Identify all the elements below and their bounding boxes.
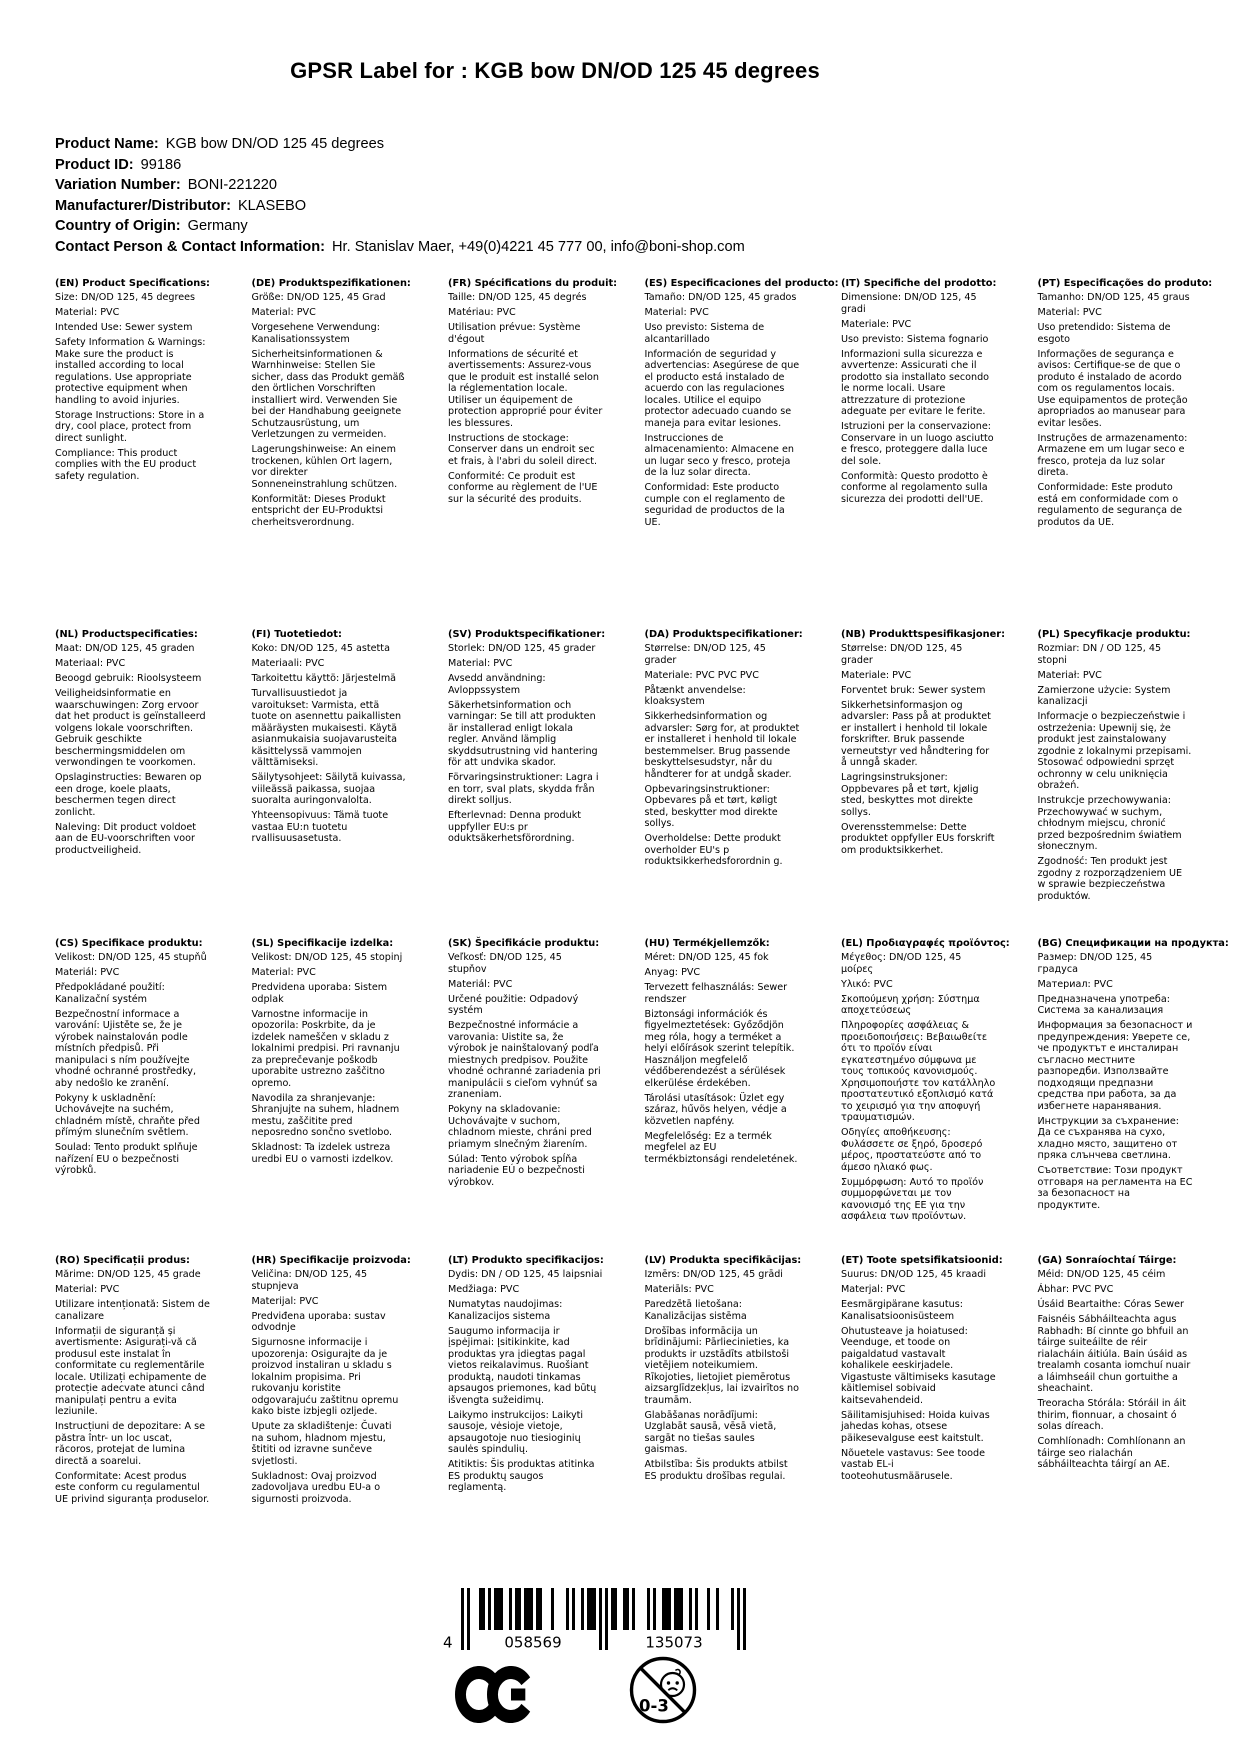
barcode-area bbox=[443, 1588, 763, 1658]
product-info-value: Hr. Stanislav Maer, +49(0)4221 45 777 00, info@boni-shop.com bbox=[332, 238, 745, 255]
spec-paragraph: Predvidena uporaba: Sistem odplak bbox=[251, 982, 388, 1005]
spec-paragraph: Intended Use: Sewer system bbox=[55, 322, 193, 333]
spec-paragraph: Matériau: PVC bbox=[448, 307, 516, 318]
spec-paragraph: Avsedd användning: Avloppssystem bbox=[448, 673, 546, 696]
spec-paragraph: Varnostne informacije in opozorila: Poskrbite, da je izdelek nameščen v skladu z lokalnimi predpisi. Pri ravnanju za preprečevanje poškodb uporabite ustrezno zaščitno opremo. bbox=[251, 1008, 400, 1089]
spec-paragraph: Pokyny k uskladnění: Uchovávejte na suchém, chladném místě, chraňte před přímým slunečním světlem. bbox=[55, 1092, 200, 1138]
spec-paragraph: Materiał: PVC bbox=[1037, 669, 1102, 681]
spec-paragraph: Instrukcje przechowywania: Przechowywać w suchym, chłodnym miejscu, chronić przed bezpośrednim światłem słonecznym. bbox=[1037, 795, 1182, 852]
spec-paragraph: Bezpečnostní informace a varování: Ujistěte se, že je výrobek nainstalován podle místních předpisů. Při manipulaci s ním používejte vhodné ochranné prostředky, aby nedošlo ke zranění. bbox=[55, 1008, 197, 1089]
spec-paragraph: Sikkerhetsinformasjon og advarsler: Pass på at produktet er installert i henhold til lokale forskrifter. Bruk passende verneutstyr ved håndtering for å unngå skader. bbox=[841, 699, 991, 768]
lang-block-en bbox=[55, 278, 251, 486]
spec-paragraph: Ábhar: PVC PVC bbox=[1037, 1284, 1114, 1295]
product-info-row bbox=[55, 237, 745, 258]
lang-block-sl bbox=[252, 938, 448, 1169]
lang-block-header: (FI) Tuotetiedot: bbox=[251, 629, 342, 640]
spec-paragraph: Atitiktis: Šis produktas atitinka ES produktų saugos reglamentą. bbox=[448, 1459, 595, 1493]
spec-paragraph: Tarkoitettu käyttö: Järjestelmä bbox=[251, 673, 397, 684]
barcode-left-digits: 058569 bbox=[504, 1633, 562, 1652]
spec-paragraph: Größe: DN/OD 125, 45 Grad bbox=[251, 292, 386, 303]
spec-paragraph: Conformité: Ce produit est conforme au règlement de l'UE sur la sécurité des produits. bbox=[448, 470, 598, 505]
product-info-value: KGB bow DN/OD 125 45 degrees bbox=[165, 136, 385, 152]
spec-paragraph: Conformitate: Acest produs este conform cu regulamentul UE privind siguranța produselor. bbox=[55, 1470, 210, 1505]
spec-paragraph: Material: PVC bbox=[251, 307, 316, 318]
product-info-row bbox=[55, 175, 745, 196]
svg-text:0-3: 0-3 bbox=[639, 1696, 669, 1716]
spec-paragraph: Påtænkt anvendelse: kloaksystem bbox=[644, 684, 746, 707]
spec-paragraph: Veličina: DN/OD 125, 45 stupnjeva bbox=[251, 1269, 368, 1292]
spec-paragraph: Velikost: DN/OD 125, 45 stopinj bbox=[251, 952, 403, 963]
spec-paragraph: Materiale: PVC PVC PVC bbox=[644, 669, 759, 681]
spec-paragraph: Laikymo instrukcijos: Laikyti sausoje, vėsioje vietoje, apsaugotoje nuo tiesioginių saulės spindulių. bbox=[448, 1409, 584, 1455]
spec-paragraph: Tárolási utasítások: Üzlet egy száraz, hűvös helyen, védje a közvetlen napfény. bbox=[644, 1092, 787, 1127]
language-specs-grid bbox=[55, 278, 1234, 1509]
spec-paragraph: Rozmiar: DN / OD 125, 45 stopni bbox=[1037, 643, 1162, 666]
spec-paragraph: Material: PVC bbox=[55, 1284, 120, 1295]
lang-block-el bbox=[841, 938, 1037, 1226]
spec-paragraph: Material: PVC bbox=[644, 307, 709, 318]
spec-paragraph: Предназначена употреба: Система за канализация bbox=[1037, 993, 1170, 1016]
product-info-value: 99186 bbox=[140, 156, 182, 173]
lang-block-ga bbox=[1038, 1255, 1234, 1474]
spec-paragraph: Numatytas naudojimas: Kanalizacijos sistema bbox=[448, 1299, 563, 1322]
lang-block-header: (NB) Produkttspesifikasjoner: bbox=[841, 629, 1005, 640]
spec-paragraph: Informații de siguranță și avertismente: Asigurați-vă că produsul este instalat în conformitate cu reglementările locale. Utilizați echipamente de protecție adecvate atunci când manipulați pentru a evita leziunile. bbox=[55, 1325, 207, 1417]
lang-block-bg bbox=[1038, 938, 1234, 1215]
barcode-right-digits: 135073 bbox=[645, 1633, 703, 1652]
spec-paragraph: Størrelse: DN/OD 125, 45 grader bbox=[841, 643, 963, 666]
spec-paragraph: Uso previsto: Sistema fognario bbox=[841, 333, 989, 345]
spec-paragraph: Lagerungshinweise: An einem trockenen, kühlen Ort lagern, vor direkter Sonneneinstrahlung schützen. bbox=[251, 444, 398, 490]
spec-paragraph: Tamanho: DN/OD 125, 45 graus bbox=[1037, 292, 1190, 303]
spec-paragraph: Turvallisuustiedot ja varoitukset: Varmista, että tuote on asennettu paikallisten määräysten mukaisesti. Käytä asianmukaisia suojavarusteita käsittelyssä vammojen välttämiseksi. bbox=[251, 688, 402, 768]
spec-paragraph: Material: PVC bbox=[448, 658, 513, 669]
spec-paragraph: Maat: DN/OD 125, 45 graden bbox=[55, 643, 195, 654]
spec-paragraph: Utilizare intenționată: Sistem de canalizare bbox=[55, 1299, 210, 1322]
lang-block-sv bbox=[448, 629, 644, 848]
spec-paragraph: Uso pretendido: Sistema de esgoto bbox=[1037, 322, 1171, 345]
spec-paragraph: Συμμόρφωση: Αυτό το προϊόν συμμορφώνεται με τον κανονισμό της ΕΕ για την ασφάλεια των προϊόντων. bbox=[841, 1176, 984, 1222]
spec-paragraph: Materjal: PVC bbox=[841, 1284, 906, 1295]
lang-block-hu bbox=[645, 938, 841, 1169]
ean13-barcode bbox=[443, 1588, 763, 1658]
lang-block-da bbox=[645, 629, 841, 871]
spec-paragraph: Anyag: PVC bbox=[644, 967, 701, 978]
spec-paragraph: Konformität: Dieses Produkt entspricht der EU-Produktsi cherheitsverordnung. bbox=[251, 493, 386, 528]
spec-paragraph: Sikkerhedsinformation og advarsler: Sørg for, at produktet er installeret i henhold til lokale bestemmelser. Brug passende beskyttelsesudstyr, når du håndterer for at undgå skader. bbox=[644, 711, 800, 780]
spec-paragraph: Treoracha Stórála: Stóráil in áit thirim, fionnuar, a chosaint ó solas díreach. bbox=[1037, 1398, 1186, 1432]
spec-paragraph: Sukladnost: Ovaj proizvod zadovoljava uredbu EU-a o sigurnosti proizvoda. bbox=[251, 1470, 381, 1505]
page-title: GPSR Label for : KGB bow DN/OD 125 45 degrees bbox=[290, 58, 820, 83]
lang-block-header: (LT) Produkto specifikacijos: bbox=[448, 1255, 604, 1266]
product-info-row bbox=[55, 216, 745, 237]
lang-block-lv bbox=[645, 1255, 841, 1486]
spec-paragraph: Méret: DN/OD 125, 45 fok bbox=[644, 952, 769, 963]
lang-block-nb bbox=[841, 629, 1037, 860]
lang-block-nl bbox=[55, 629, 251, 860]
lang-block-header: (EL) Προδιαγραφές προϊόντος: bbox=[841, 938, 1010, 949]
product-info-label: Manufacturer/Distributor: bbox=[55, 197, 231, 214]
spec-paragraph: Säkerhetsinformation och varningar: Se till att produkten är installerad enligt lokala regler. Använd lämplig skyddsutrustning vid hantering för att undvika skador. bbox=[448, 699, 598, 768]
spec-paragraph: Zamierzone użycie: System kanalizacji bbox=[1037, 684, 1171, 707]
lang-block-header: (SK) Špecifikácie produktu: bbox=[448, 938, 600, 949]
lang-block-fi bbox=[252, 629, 448, 848]
lang-block-et bbox=[841, 1255, 1037, 1486]
spec-paragraph: Materiale: PVC bbox=[841, 318, 912, 330]
spec-paragraph: Nõuetele vastavus: See toode vastab EL-i tooteohutusmäärusele. bbox=[841, 1447, 985, 1482]
lang-block-lt bbox=[448, 1255, 644, 1497]
lang-block-header: (RO) Specificații produs: bbox=[55, 1255, 190, 1266]
spec-paragraph: Dimensione: DN/OD 125, 45 gradi bbox=[841, 292, 977, 315]
product-info-value: Germany bbox=[187, 218, 248, 235]
spec-paragraph: Instrucțiuni de depozitare: A se păstra într- un loc uscat, răcoros, protejat de lumina directă a soarelui. bbox=[55, 1421, 206, 1467]
product-info-value: KLASEBO bbox=[237, 197, 307, 214]
lang-block-es bbox=[645, 278, 841, 532]
spec-paragraph: Conformità: Questo prodotto è conforme al regolamento sulla sicurezza dei prodotti dell'UE. bbox=[841, 470, 988, 505]
lang-block-header: (IT) Specifiche del prodotto: bbox=[841, 278, 997, 289]
spec-paragraph: Opslaginstructies: Bewaren op een droge, koele plaats, beschermen tegen direct zonlicht. bbox=[55, 772, 202, 818]
lang-block-header: (DE) Produktspezifikationen: bbox=[251, 278, 411, 289]
spec-paragraph: Navodila za shranjevanje: Shranjujte na suhem, hladnem mestu, zaščitite pred neposredno sončno svetlobo. bbox=[251, 1092, 400, 1138]
spec-paragraph: Méid: DN/OD 125, 45 céim bbox=[1037, 1269, 1166, 1280]
product-info-row bbox=[55, 155, 745, 176]
lang-block-header: (PL) Specyfikacje produktu: bbox=[1037, 629, 1191, 640]
spec-paragraph: Size: DN/OD 125, 45 degrees bbox=[55, 292, 196, 303]
lang-block-header: (HR) Specifikacije proizvoda: bbox=[251, 1255, 411, 1266]
spec-paragraph: Yhteensopivuus: Tämä tuote vastaa EU:n tuotetu rvallisuusasetusta. bbox=[251, 810, 389, 844]
spec-paragraph: Tervezett felhasználás: Sewer rendszer bbox=[644, 982, 788, 1005]
spec-paragraph: Veľkosť: DN/OD 125, 45 stupňov bbox=[448, 952, 562, 975]
lang-block-header: (GA) Sonraíochtaí Táirge: bbox=[1037, 1255, 1177, 1266]
spec-paragraph: Medžiaga: PVC bbox=[448, 1284, 520, 1295]
spec-paragraph: Drošības informācija un brīdinājumi: Pārliecinieties, ka produkts ir uzstādīts atbilstoši vietējiem noteikumiem. Rīkojoties, lietojiet piemērotus aizsarglīdzekļus, lai izvairītos no traumām. bbox=[644, 1325, 800, 1406]
spec-paragraph: Material: PVC bbox=[1037, 307, 1102, 318]
lang-block-pt bbox=[1038, 278, 1234, 532]
spec-paragraph: Veiligheidsinformatie en waarschuwingen: Zorg ervoor dat het product is geïnstalleerd volgens lokale voorschriften. Gebruik geschikte beschermingsmiddelen om verwondingen te voorkomen. bbox=[55, 688, 206, 768]
spec-paragraph: Conformidade: Este produto está em conformidade com o regulamento de segurança de produtos da UE. bbox=[1037, 482, 1183, 528]
spec-paragraph: Materiál: PVC bbox=[448, 978, 513, 990]
age-warning-0-3-icon bbox=[628, 1655, 698, 1725]
spec-paragraph: Izmērs: DN/OD 125, 45 grādi bbox=[644, 1269, 783, 1280]
spec-paragraph: Úsáid Beartaithe: Córas Sewer bbox=[1037, 1299, 1184, 1310]
lang-block-header: (NL) Productspecificaties: bbox=[55, 629, 198, 640]
spec-paragraph: Sigurnosne informacije i upozorenja: Osigurajte da je proizvod instaliran u skladu s lokalnim propisima. Pri rukovanju koristite odgovarajuću zaštitnu opremu kako biste izbjegli ozljede. bbox=[251, 1337, 399, 1417]
spec-paragraph: Материал: PVC bbox=[1037, 978, 1113, 990]
spec-paragraph: Material: PVC bbox=[55, 307, 120, 318]
product-info-label: Product Name: bbox=[55, 136, 159, 152]
spec-paragraph: Materiaal: PVC bbox=[55, 658, 126, 669]
spec-paragraph: Mărime: DN/OD 125, 45 grade bbox=[55, 1269, 201, 1280]
spec-paragraph: Dydis: DN / OD 125, 45 laipsniai bbox=[448, 1269, 603, 1280]
spec-paragraph: Koko: DN/OD 125, 45 astetta bbox=[251, 643, 390, 654]
spec-paragraph: Eesmärgipärane kasutus: Kanalisatsioonisüsteem bbox=[841, 1299, 963, 1322]
spec-paragraph: Materiaali: PVC bbox=[251, 658, 325, 669]
spec-paragraph: Materijal: PVC bbox=[251, 1295, 319, 1307]
lang-block-header: (SV) Produktspecifikationer: bbox=[448, 629, 606, 640]
spec-paragraph: Información de seguridad y advertencias: Asegúrese de que el producto está instalado de acuerdo con las regulaciones locales. Utilice el equipo protector adecuado cuando se maneja para evitar lesiones. bbox=[644, 348, 800, 429]
spec-paragraph: Storage Instructions: Store in a dry, cool place, protect from direct sunlight. bbox=[55, 409, 205, 444]
ce-mark-icon bbox=[455, 1666, 535, 1723]
spec-paragraph: Zgodność: Ten produkt jest zgodny z rozporządzeniem UE w sprawie bezpieczeństwa produktów. bbox=[1037, 856, 1183, 902]
spec-paragraph: Súlad: Tento výrobok spĺňa nariadenie EÚ o bezpečnosti výrobkov. bbox=[448, 1153, 585, 1188]
lang-block-fr bbox=[448, 278, 644, 509]
spec-paragraph: Určené použitie: Odpadový systém bbox=[448, 993, 579, 1016]
spec-paragraph: Informazioni sulla sicurezza e avvertenze: Assicurati che il prodotto sia installato secondo le norme locali. Usare attrezzature di protezione adeguate per evitare le ferite. bbox=[841, 348, 990, 417]
spec-paragraph: Istruzioni per la conservazione: Conservare in un luogo asciutto e fresco, proteggere dalla luce del sole. bbox=[841, 421, 994, 467]
product-info-label: Country of Origin: bbox=[55, 218, 181, 235]
spec-paragraph: Predviđena uporaba: sustav odvodnje bbox=[251, 1310, 386, 1333]
lang-block-header: (SL) Specifikacije izdelka: bbox=[251, 938, 394, 949]
spec-paragraph: Instructions de stockage: Conserver dans un endroit sec et frais, à l'abri du soleil direct. bbox=[448, 432, 598, 467]
spec-paragraph: Instrucciones de almacenamiento: Almacene en un lugar seco y fresco, proteja de la luz solar directa. bbox=[644, 432, 794, 478]
spec-paragraph: Pokyny na skladovanie: Uchovávajte v suchom, chladnom mieste, chráni pred priamym slnečným žiarením. bbox=[448, 1104, 592, 1150]
spec-paragraph: Информация за безопасност и предупреждения: Уверете се, че продуктът е инсталиран съгласно местните разпоредби. Използвайте подходящи предпазни средства при работа, за да избегнете наранявания. bbox=[1037, 1020, 1193, 1112]
spec-paragraph: Soulad: Tento produkt splňuje nařízení EU o bezpečnosti výrobků. bbox=[55, 1142, 198, 1176]
product-info-row bbox=[55, 134, 745, 155]
spec-paragraph: Utilisation prévue: Système d'égout bbox=[448, 322, 581, 345]
lang-block-header: (FR) Spécifications du produit: bbox=[448, 278, 618, 289]
spec-paragraph: Skladnost: Ta izdelek ustreza uredbi EU o varnosti izdelkov. bbox=[251, 1142, 394, 1165]
spec-paragraph: Υλικό: PVC bbox=[841, 978, 893, 990]
spec-paragraph: Compliance: This product complies with the EU product safety regulation. bbox=[55, 447, 197, 482]
spec-paragraph: Μέγεθος: DN/OD 125, 45 μοίρες bbox=[841, 952, 962, 975]
spec-paragraph: Opbevaringsinstruktioner: Opbevares på et tørt, køligt sted, beskytter mod direkte sollys. bbox=[644, 783, 778, 829]
spec-paragraph: Suurus: DN/OD 125, 45 kraadi bbox=[841, 1269, 987, 1280]
lang-block-cs bbox=[55, 938, 251, 1180]
product-info-value: BONI-221220 bbox=[187, 177, 277, 194]
lang-block-header: (ES) Especificaciones del producto: bbox=[644, 278, 839, 289]
spec-paragraph: Storlek: DN/OD 125, 45 grader bbox=[448, 643, 596, 654]
spec-paragraph: Informacje o bezpieczeństwie i ostrzeżenia: Upewnij się, że produkt jest zainstalowany zgodnie z lokalnymi przepisami. Stosować odpowiedni sprzęt ochronny w celu uniknięcia obrażeń. bbox=[1037, 711, 1192, 791]
lang-block-header: (EN) Product Specifications: bbox=[55, 278, 210, 289]
spec-paragraph: Atbilstība: Šis produkts atbilst ES produktu drošības regulai. bbox=[644, 1459, 788, 1482]
lang-block-header: (ET) Toote spetsifikatsioonid: bbox=[841, 1255, 1003, 1266]
spec-paragraph: Glabāšanas norādījumi: Uzglabāt sausā, vēsā vietā, sargāt no tiešas saules gaismas. bbox=[644, 1409, 777, 1455]
spec-paragraph: Vorgesehene Verwendung: Kanalisationssystem bbox=[251, 322, 380, 345]
spec-paragraph: Съответствие: Този продукт отговаря на регламента на ЕС за безопасност на продуктите. bbox=[1037, 1165, 1193, 1211]
product-info-label: Contact Person & Contact Information: bbox=[55, 238, 325, 255]
spec-paragraph: Conformidad: Este producto cumple con el reglamento de seguridad de productos de la UE. bbox=[644, 482, 786, 528]
lang-block-ro bbox=[55, 1255, 251, 1509]
spec-paragraph: Bezpečnostné informácie a varovania: Uistite sa, že výrobok je nainštalovaný podľa miestnych predpisov. Použite vhodné ochranné zariadenia pri manipulácii s cieľom vyhnúť sa zraneniam. bbox=[448, 1020, 601, 1100]
spec-paragraph: Material: PVC bbox=[251, 967, 316, 978]
lang-block-header: (HU) Termékjellemzők: bbox=[644, 938, 770, 949]
spec-paragraph: Taille: DN/OD 125, 45 degrés bbox=[448, 292, 587, 303]
spec-paragraph: Πληροφορίες ασφάλειας & προειδοποιήσεις: Βεβαιωθείτε ότι το προϊόν είναι εγκατεστημένο σύμφωνα με τους τοπικούς κανονισμούς. Χρησιμοποιήστε τον κατάλληλο προστατευτικό εξοπλισμό κατά το χειρισμό για την αποφυγή τραυματισμών. bbox=[841, 1020, 996, 1123]
spec-paragraph: Biztonsági információk és figyelmeztetések: Győződjön meg róla, hogy a terméket a helyi előírások szerint telepítik. Használjon megfelelő védőberendezést a sérülések elkerülése érdekében. bbox=[644, 1008, 795, 1089]
barcode-lead-digit: 4 bbox=[443, 1633, 453, 1652]
lang-block-header: (LV) Produkta specifikācijas: bbox=[644, 1255, 802, 1266]
spec-paragraph: Materiál: PVC bbox=[55, 967, 120, 978]
lang-block-de bbox=[252, 278, 448, 532]
spec-paragraph: Ohutusteave ja hoiatused: Veenduge, et toode on paigaldatud vastavalt kohalikele eeskirjadele. Vigastuste vältimiseks kasutage käitlemisel sobivaid kaitsevahendeid. bbox=[841, 1325, 996, 1406]
spec-paragraph: Lagringsinstruksjoner: Oppbevares på et tørt, kjølig sted, beskyttes mot direkte sollys. bbox=[841, 772, 979, 818]
lang-block-hr bbox=[252, 1255, 448, 1509]
spec-paragraph: Beoogd gebruik: Rioolsysteem bbox=[55, 673, 202, 684]
spec-paragraph: Säilitamisjuhised: Hoida kuivas jahedas kohas, otsese päikesevalguse eest kaitstult. bbox=[841, 1409, 990, 1444]
spec-paragraph: Instruções de armazenamento: Armazene em um lugar seco e fresco, proteja da luz solar direta. bbox=[1037, 432, 1188, 478]
product-info-label: Product ID: bbox=[55, 156, 134, 173]
spec-paragraph: Förvaringsinstruktioner: Lagra i en torr, sval plats, skydda från direkt solljus. bbox=[448, 772, 599, 806]
spec-paragraph: Σκοπούμενη χρήση: Σύστημα αποχετεύσεως bbox=[841, 993, 980, 1016]
spec-paragraph: Faisnéis Sábháilteachta agus Rabhadh: Bí cinnte go bhfuil an táirge suiteáilte de réir rialacháin áitiúla. Bain úsáid as trealamh cosanta iomchuí nuair a láimhseáil chun gortuithe a sheachaint. bbox=[1037, 1314, 1191, 1394]
spec-paragraph: Materiale: PVC bbox=[841, 669, 912, 681]
spec-paragraph: Οδηγίες αποθήκευσης: Φυλάσσετε σε ξηρό, δροσερό μέρος, προστατεύστε από το άμεσο ηλιακό φως. bbox=[841, 1127, 983, 1173]
spec-paragraph: Størrelse: DN/OD 125, 45 grader bbox=[644, 643, 766, 666]
lang-block-it bbox=[841, 278, 1037, 509]
lang-block-pl bbox=[1038, 629, 1234, 906]
product-info-label: Variation Number: bbox=[55, 177, 181, 194]
spec-paragraph: Upute za skladištenje: Čuvati na suhom, hladnom mjestu, štititi od izravne sunčeve svjetlosti. bbox=[251, 1421, 392, 1467]
spec-paragraph: Předpokládané použití: Kanalizační systém bbox=[55, 982, 165, 1005]
lang-block-sk bbox=[448, 938, 644, 1192]
spec-paragraph: Tamaño: DN/OD 125, 45 grados bbox=[644, 292, 797, 303]
spec-paragraph: Naleving: Dit product voldoet aan de EU-voorschriften voor productveiligheid. bbox=[55, 821, 197, 856]
spec-paragraph: Safety Information & Warnings: Make sure the product is installed according to local regulations. Use appropriate protective equipment when handling to avoid injuries. bbox=[55, 337, 206, 406]
spec-paragraph: Velikost: DN/OD 125, 45 stupňů bbox=[55, 952, 207, 963]
spec-paragraph: Materiāls: PVC bbox=[644, 1284, 714, 1295]
lang-block-header: (DA) Produktspecifikationer: bbox=[644, 629, 803, 640]
product-info-block bbox=[55, 134, 745, 258]
lang-block-header: (PT) Especificações do produto: bbox=[1037, 278, 1213, 289]
spec-paragraph: Overholdelse: Dette produkt overholder EU's p roduktsikkerhedsforordnin g. bbox=[644, 833, 783, 867]
spec-paragraph: Размер: DN/OD 125, 45 градуса bbox=[1037, 952, 1153, 975]
product-info-row bbox=[55, 196, 745, 217]
spec-paragraph: Sicherheitsinformationen & Warnhinweise: Stellen Sie sicher, dass das Produkt gemäß den örtlichen Vorschriften installiert wird. Verwenden Sie bei der Handhabung geeignete Schutzausrüstung, um Verletzungen zu vermeiden. bbox=[251, 348, 405, 440]
spec-paragraph: Comhlíonadh: Comhlíonann an táirge seo rialachán sábháilteachta táirgí an AE. bbox=[1037, 1436, 1186, 1470]
spec-paragraph: Informações de segurança e avisos: Certifique-se de que o produto é instalado de acordo com os regulamentos locais. Use equipamentos de proteção apropriados ao manusear para evitar lesões. bbox=[1037, 348, 1188, 429]
spec-paragraph: Инструкции за съхранение: Да се съхранява на сухо, хладно място, защитено от пряка слънчева светлина. bbox=[1037, 1115, 1179, 1161]
lang-block-header: (BG) Спецификации на продукта: bbox=[1037, 938, 1229, 949]
spec-paragraph: Forventet bruk: Sewer system bbox=[841, 684, 986, 696]
spec-paragraph: Uso previsto: Sistema de alcantarillado bbox=[644, 322, 765, 345]
spec-paragraph: Säilytysohjeet: Säilytä kuivassa, viileässä paikassa, suojaa suoralta auringonvalolta. bbox=[251, 772, 406, 806]
spec-paragraph: Informations de sécurité et avertissements: Assurez-vous que le produit est installé selon la réglementation locale. Utiliser un équipement de protection approprié pour éviter les blessures. bbox=[448, 348, 603, 429]
spec-paragraph: Megfelelőség: Ez a termék megfelel az EU termékbiztonsági rendeletének. bbox=[644, 1130, 798, 1165]
spec-paragraph: Efterlevnad: Denna produkt uppfyller EU:s pr oduktsäkerhetsförordning. bbox=[448, 810, 582, 844]
lang-block-header: (CS) Specifikace produktu: bbox=[55, 938, 203, 949]
spec-paragraph: Overensstemmelse: Dette produktet oppfyller EUs forskrift om produktsikkerhet. bbox=[841, 821, 995, 856]
spec-paragraph: Saugumo informacija ir įspėjimai: Įsitikinkite, kad produktas yra įdiegtas pagal vietos reikalavimus. Ruošiant produktą, naudoti tinkamas apsaugos priemones, kad būtų išvengta sužeidimų. bbox=[448, 1325, 597, 1406]
spec-paragraph: Paredzētā lietošana: Kanalizācijas sistēma bbox=[644, 1299, 747, 1322]
